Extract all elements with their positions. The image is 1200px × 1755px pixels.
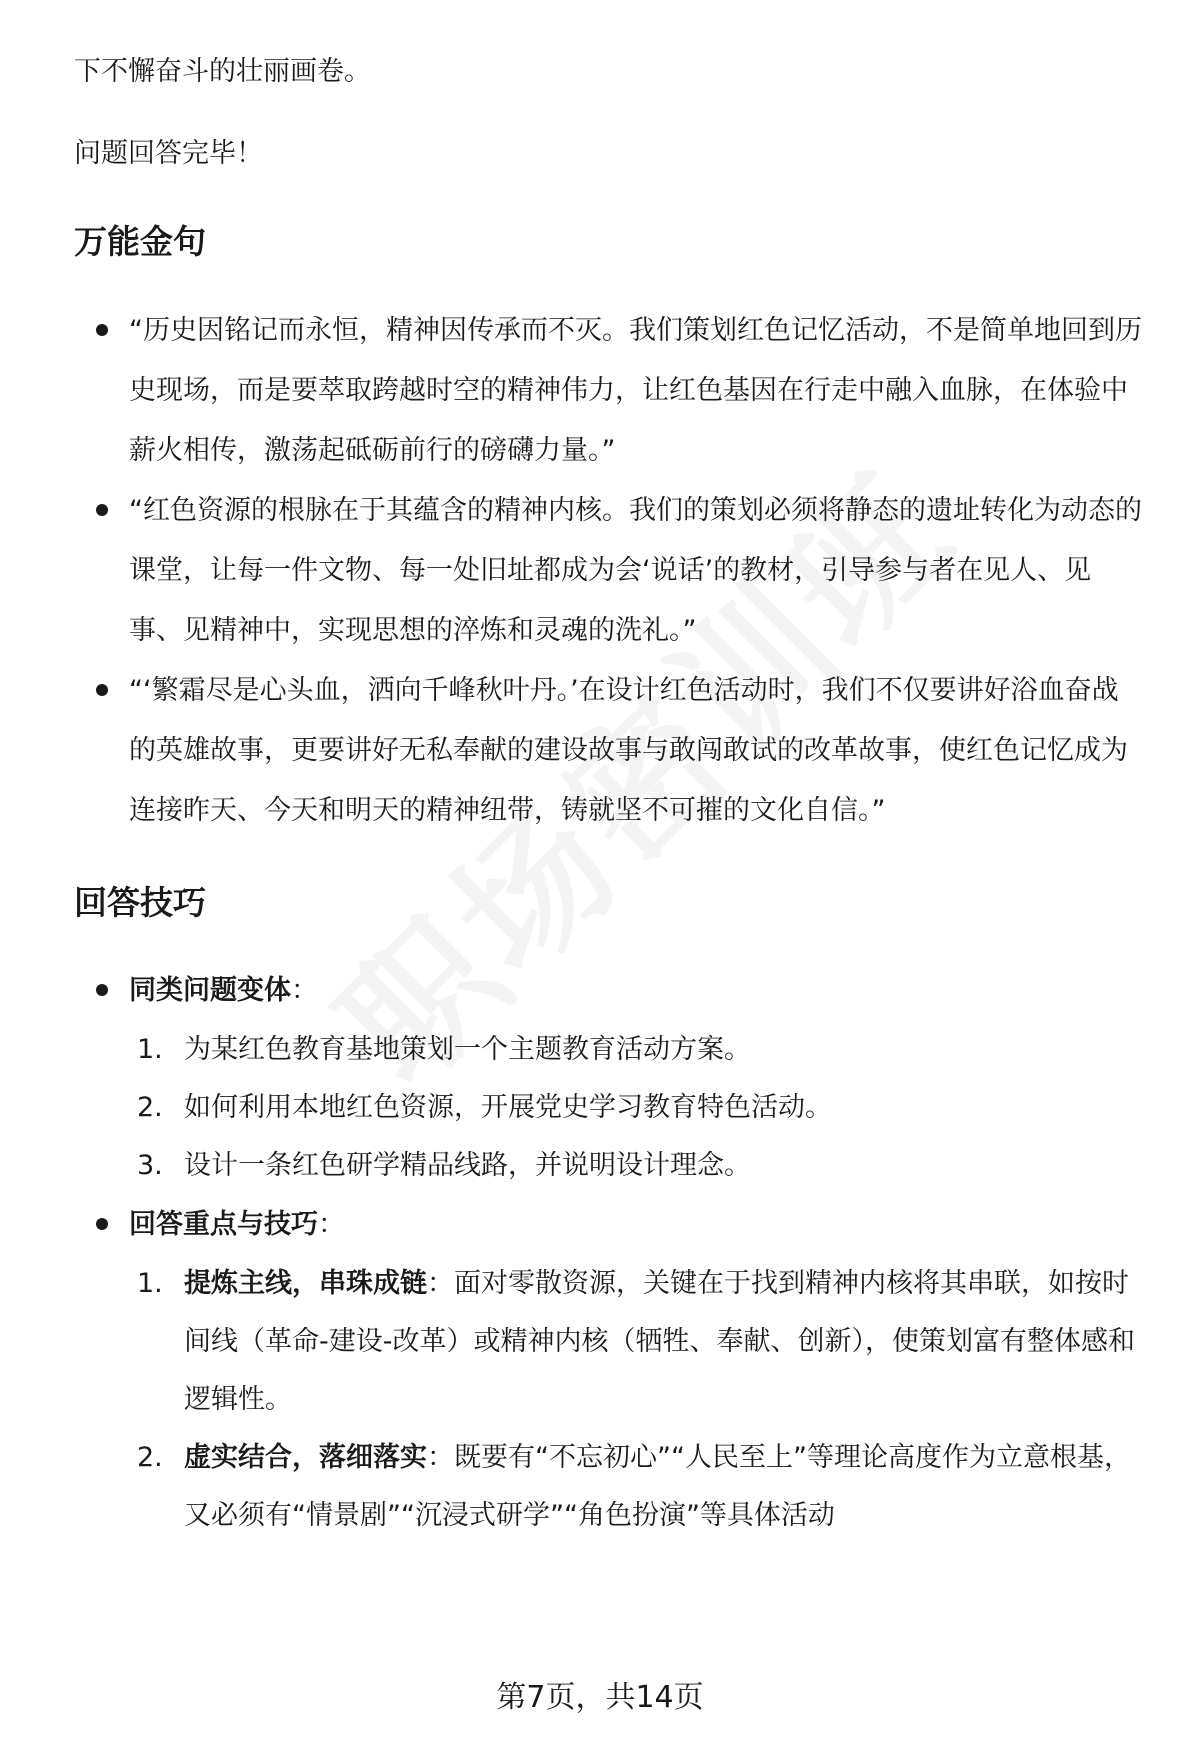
keys-item (74, 1195, 1144, 1545)
key-number: 2. (137, 1442, 163, 1473)
variant-text: 如何利用本地红色资源，开展党史学习教育特色活动。 (184, 1092, 832, 1123)
tips-heading: 回答技巧 (74, 883, 206, 922)
key-title: 虚实结合，落细落实 (184, 1442, 427, 1473)
key-number: 1. (137, 1268, 163, 1299)
variant-item (129, 1137, 1144, 1195)
quotes-heading: 万能金句 (74, 222, 206, 261)
key-text: ：既要有“不忘初心”“人民至上”等理论高度作为立意根基，又必须有“情景剧”“沉浸式研学”“角色扮演”等具体活动 (184, 1442, 1131, 1531)
page-footer: 第7页，共14页 (496, 1680, 704, 1715)
variants-list (129, 1021, 1144, 1195)
variant-number: 2. (137, 1092, 163, 1123)
variants-label-line (129, 975, 318, 1006)
variants-item (74, 961, 1144, 1195)
quote-item: “历史因铭记而永恒，精神因传承而不灭。我们策划红色记忆活动，不是简单地回到历史现场，而是要萃取跨越时空的精神伟力，让红色基因在行走中融入血脉，在体验中薪火相传，激荡起砥砺前行的磅礴力量。” (74, 301, 1144, 481)
variant-number: 1. (137, 1034, 163, 1065)
keys-list (129, 1255, 1144, 1545)
key-title: 提炼主线，串珠成链 (184, 1268, 427, 1299)
keys-label-line (129, 1209, 345, 1240)
key-item (129, 1429, 1144, 1545)
variant-item (129, 1021, 1144, 1079)
variants-label: 同类问题变体 (129, 975, 291, 1006)
quotes-list (74, 301, 1144, 841)
key-text: ：面对零散资源，关键在于找到精神内核将其串联，如按时间线（革命-建设-改革）或精神内核（牺牲、奉献、创新），使策划富有整体感和逻辑性。 (184, 1268, 1135, 1415)
keys-label: 回答重点与技巧 (129, 1209, 318, 1240)
keys-colon: ： (318, 1209, 345, 1240)
quote-item: “‘繁霜尽是心头血，洒向千峰秋叶丹。’在设计红色活动时，我们不仅要讲好浴血奋战的英雄故事，更要讲好无私奉献的建设故事与敢闯敢试的改革故事，使红色记忆成为连接昨天、今天和明天的精神纽带，铸就坚不可摧的文化自信。” (74, 661, 1144, 841)
variant-text: 设计一条红色研学精品线路，并说明设计理念。 (184, 1150, 751, 1181)
variant-item (129, 1079, 1144, 1137)
quote-item: “红色资源的根脉在于其蕴含的精神内核。我们的策划必须将静态的遗址转化为动态的课堂，让每一件文物、每一处旧址都成为会‘说话’的教材，引导参与者在见人、见事、见精神中，实现思想的淬炼和灵魂的洗礼。” (74, 481, 1144, 661)
variant-text: 为某红色教育基地策划一个主题教育活动方案。 (184, 1034, 751, 1065)
intro-tail-text: 下不懈奋斗的壮丽画卷。 (74, 56, 371, 87)
done-text: 问题回答完毕！ (74, 138, 263, 169)
key-item (129, 1255, 1144, 1429)
variants-colon: ： (291, 975, 318, 1006)
tips-list (74, 961, 1144, 1545)
variant-number: 3. (137, 1150, 163, 1181)
